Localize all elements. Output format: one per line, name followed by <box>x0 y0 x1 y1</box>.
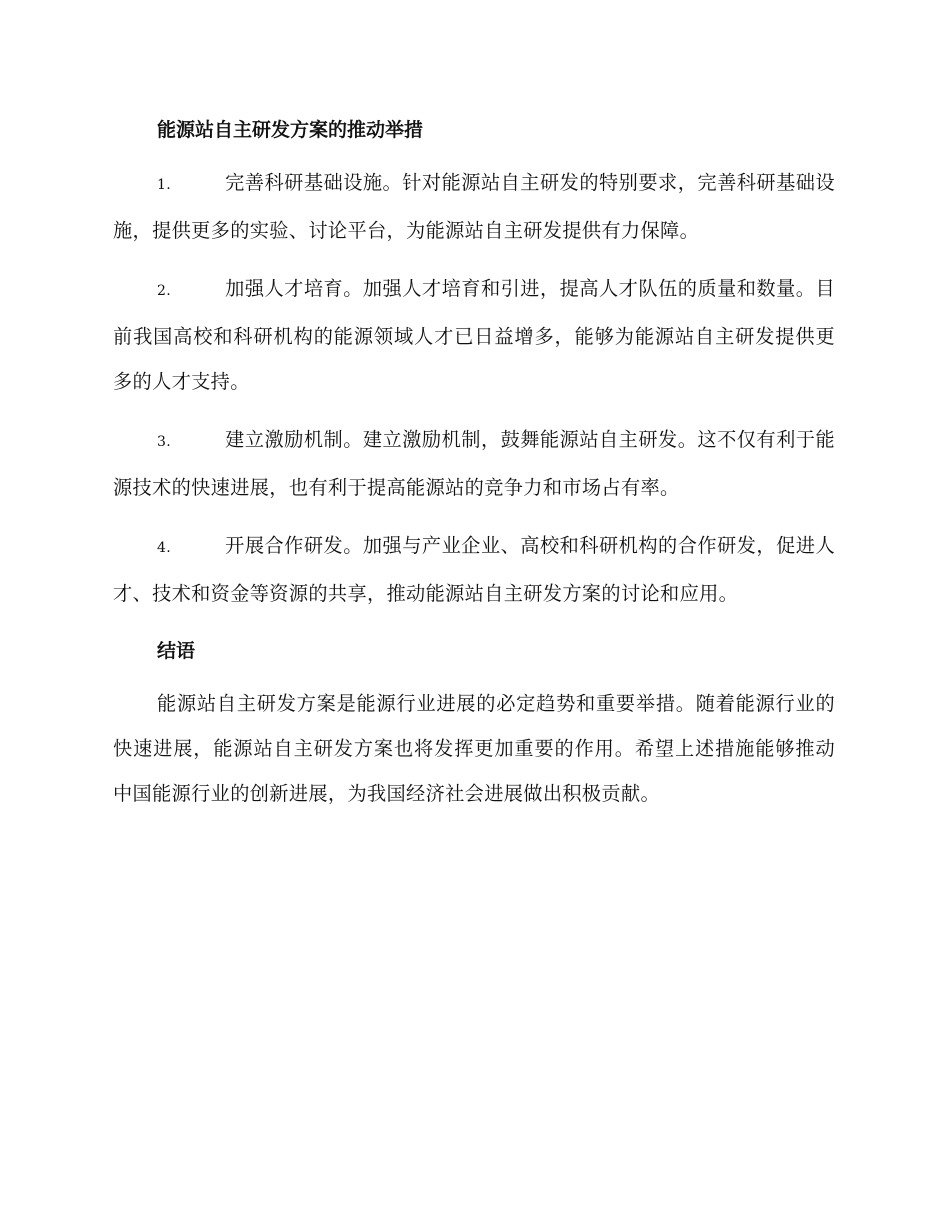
list-item-text: 完善科研基础设施。针对能源站自主研发的特别要求，完善科研基础设施，提供更多的实验、讨论平台，为能源站自主研发提供有力保障。 <box>113 171 835 242</box>
list-item-text: 建立激励机制。建立激励机制，鼓舞能源站自主研发。这不仅有利于能源技术的快速进展，也有利于提高能源站的竞争力和市场占有率。 <box>113 428 835 499</box>
list-item-4 <box>113 523 835 616</box>
list-number: 3. <box>157 434 172 450</box>
document-body <box>113 108 835 827</box>
list-item-3 <box>113 417 835 510</box>
list-item-text: 开展合作研发。加强与产业企业、高校和科研机构的合作研发，促进人才、技术和资金等资源的共享，推动能源站自主研发方案的讨论和应用。 <box>113 534 835 605</box>
conclusion-heading: 结语 <box>157 640 196 662</box>
list-number: 4. <box>157 540 172 556</box>
list-number: 2. <box>157 283 172 299</box>
conclusion-paragraph: 能源站自主研发方案是能源行业进展的必定趋势和重要举措。随着能源行业的快速进展，能源站自主研发方案也将发挥更加重要的作用。希望上述措施能够推动中国能源行业的创新进展，为我国经济社会进展做出积极贡献。 <box>113 692 835 805</box>
list-item-text: 加强人才培育。加强人才培育和引进，提高人才队伍的质量和数量。目前我国高校和科研机构的能源领域人才已日益增多，能够为能源站自主研发提供更多的人才支持。 <box>113 277 835 393</box>
section-heading: 能源站自主研发方案的推动举措 <box>157 119 424 141</box>
list-item-2 <box>113 266 835 404</box>
list-number: 1. <box>157 177 172 193</box>
list-item-1 <box>113 160 835 253</box>
